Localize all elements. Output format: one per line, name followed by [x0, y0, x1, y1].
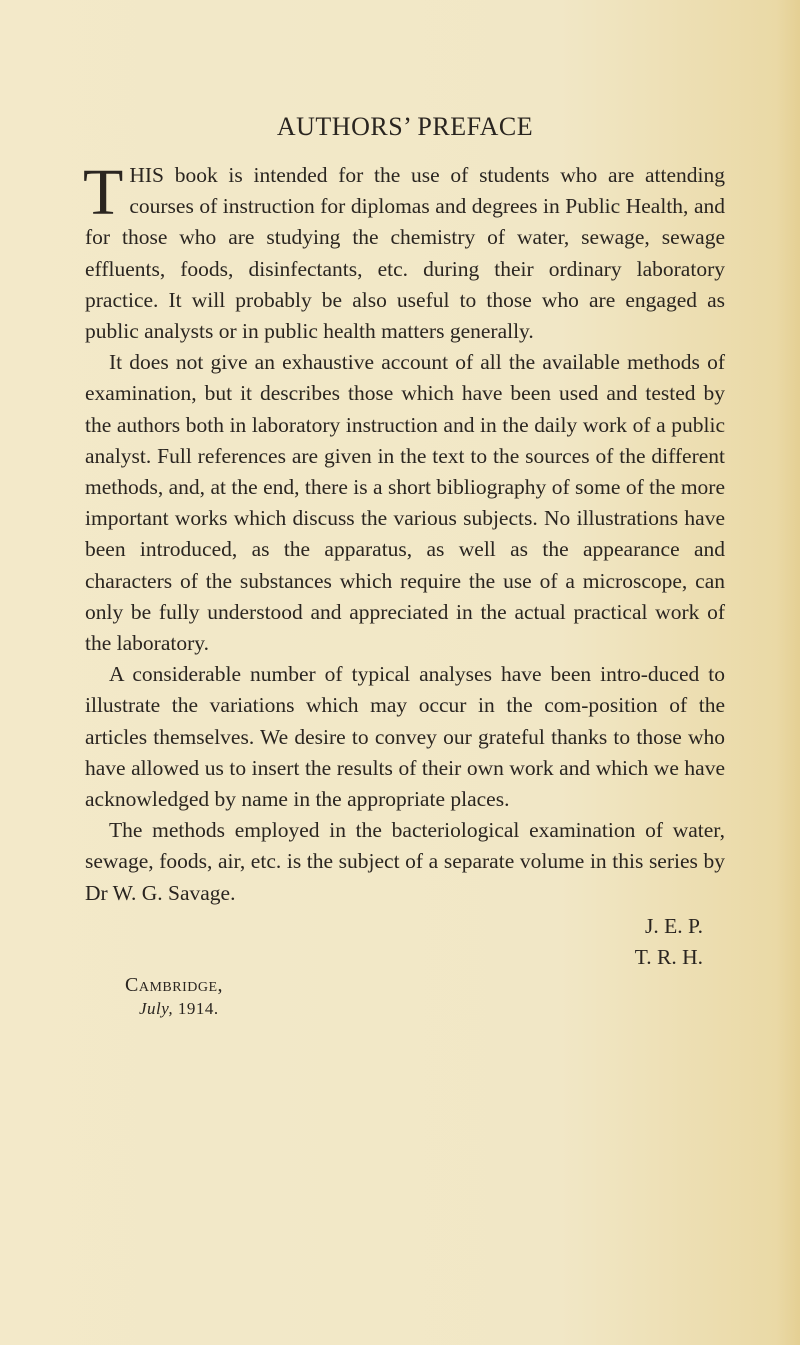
- signatures: [85, 911, 725, 973]
- page-title: AUTHORS’ PREFACE: [276, 112, 534, 141]
- signature-initials-1: J. E. P.: [645, 913, 703, 938]
- place-and-date: [85, 973, 725, 1021]
- paragraph-2: It does not give an exhaustive account of all the available methods of examination, but it describes those which have been used and tested by the authors both in laboratory instruction and in the daily work of a public analyst. Full references are given in the text to the sources of the different methods, and, at the end, there is a short bibliography of some of the more important works which discuss the various subjects. No illustrations have been introduced, as the apparatus, as well as the appearance and characters of the substances which require the use of a microscope, can only be fully understood and appreciated in the actual practical work of the laboratory.: [85, 350, 725, 656]
- place-name: Cambridge,: [125, 973, 224, 996]
- paragraph-1-text: HIS book is intended for the use of students who are attending courses of instruction for diplomas and degrees in Public Health, and for those who are studying the chemistry of water, sewage, sewage effluents, foods, disinfectants, etc. during their ordinary laboratory practice. It will probably be also useful to those who are engaged as public analysts or in public health matters generally.: [85, 163, 725, 344]
- preface-content: [85, 112, 725, 1021]
- paragraph-1: [83, 156, 725, 347]
- drop-cap: T: [83, 156, 124, 229]
- date-year: 1914.: [177, 998, 219, 1018]
- paragraph-3: A considerable number of typical analyses have been intro-duced to illustrate the variations which may occur in the com-position of the articles themselves. We desire to convey our grateful thanks to those who have allowed us to insert the results of their own work and which we have acknowledged by name in the appropriate places.: [85, 662, 725, 812]
- date-line: [125, 997, 725, 1021]
- signature-initials-2: T. R. H.: [634, 944, 703, 969]
- paragraph-4: The methods employed in the bacteriological examination of water, sewage, foods, air, etc. is the subject of a separate volume in this series by Dr W. G. Savage.: [85, 818, 725, 905]
- date-month: July,: [139, 998, 174, 1018]
